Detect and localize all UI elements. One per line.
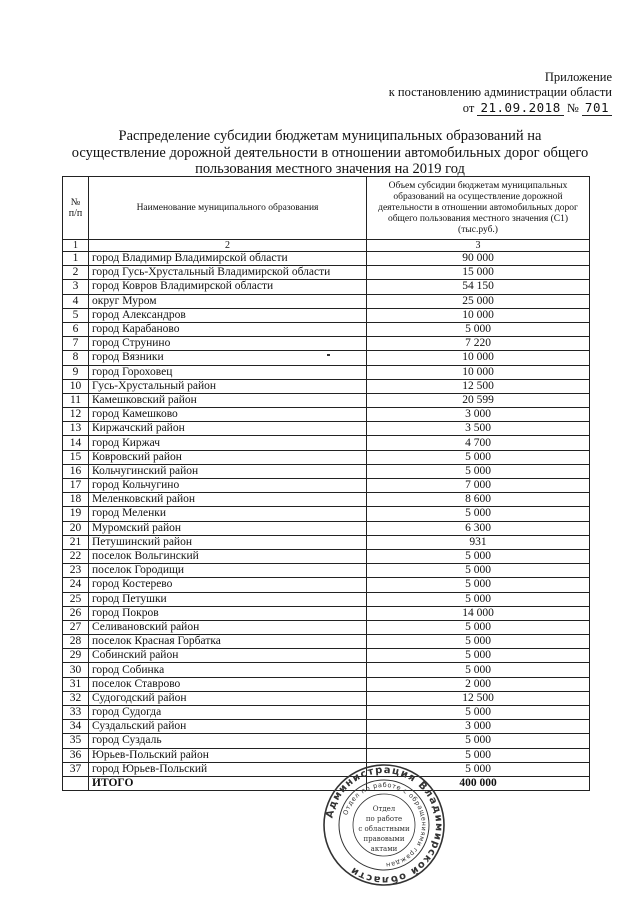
row-number: 2 [63, 266, 89, 280]
official-seal-stamp [322, 763, 446, 887]
municipality-name: город Александров [89, 308, 367, 322]
municipality-name: Муромский район [89, 521, 367, 535]
row-number: 37 [63, 762, 89, 776]
municipality-name: город Вязники [89, 351, 367, 365]
row-number: 8 [63, 351, 89, 365]
row-number: 30 [63, 663, 89, 677]
subsidy-value: 5 000 [367, 507, 590, 521]
svg-text:Администрация Владимирской обл: Администрация Владимирской области [324, 764, 445, 886]
municipality-name: поселок Городищи [89, 564, 367, 578]
subsidy-value: 5 000 [367, 762, 590, 776]
municipality-name: город Струнино [89, 337, 367, 351]
subsidy-value: 5 000 [367, 635, 590, 649]
svg-text:правовыми: правовыми [363, 835, 405, 843]
subsidy-value: 2 000 [367, 677, 590, 691]
column-header-number: № п/п [63, 177, 89, 240]
table-row [63, 322, 590, 336]
subsidy-value: 3 500 [367, 422, 590, 436]
subsidy-value: 14 000 [367, 606, 590, 620]
table-row [63, 479, 590, 493]
table-row [63, 507, 590, 521]
row-number: 9 [63, 365, 89, 379]
table-row [63, 734, 590, 748]
row-number: 10 [63, 379, 89, 393]
subsidy-value: 10 000 [367, 365, 590, 379]
row-number: 25 [63, 592, 89, 606]
total-label: ИТОГО [89, 776, 367, 790]
row-number: 7 [63, 337, 89, 351]
row-number: 19 [63, 507, 89, 521]
table-row [63, 337, 590, 351]
ink-speck [327, 354, 330, 356]
svg-text:актами: актами [370, 845, 398, 853]
table-row [63, 280, 590, 294]
table-row [63, 521, 590, 535]
municipality-name: город Гусь-Хрустальный Владимирской области [89, 266, 367, 280]
row-number: 32 [63, 691, 89, 705]
column-index: 2 [89, 240, 367, 252]
row-number: 29 [63, 649, 89, 663]
row-number: 3 [63, 280, 89, 294]
municipality-name: Киржачский район [89, 422, 367, 436]
row-number: 27 [63, 620, 89, 634]
table-row [63, 663, 590, 677]
row-number: 36 [63, 748, 89, 762]
row-number: 33 [63, 706, 89, 720]
municipality-name: поселок Красная Горбатка [89, 635, 367, 649]
column-index-row [63, 240, 590, 252]
subsidy-value: 5 000 [367, 592, 590, 606]
document-title: Распределение субсидии бюджетам муниципальных образований на осуществление дорожной деятельности в отношении автомобильных дорог общего пользования местного значения на 2019 год [71, 128, 589, 177]
municipality-name: поселок Ставрово [89, 677, 367, 691]
subsidy-value: 12 500 [367, 691, 590, 705]
table-row [63, 549, 590, 563]
municipality-name: Собинский район [89, 649, 367, 663]
subsidy-value: 5 000 [367, 549, 590, 563]
appendix-reference: к постановлению администрации области [388, 85, 612, 99]
subsidy-value: 5 000 [367, 322, 590, 336]
subsidy-value: 5 000 [367, 649, 590, 663]
table-row [63, 620, 590, 634]
row-number: 17 [63, 479, 89, 493]
table-row [63, 422, 590, 436]
subsidy-value: 5 000 [367, 450, 590, 464]
subsidy-value: 15 000 [367, 266, 590, 280]
table-row [63, 308, 590, 322]
table-row [63, 266, 590, 280]
municipality-name: город Судогда [89, 706, 367, 720]
municipality-name: город Костерево [89, 578, 367, 592]
from-prefix: от [462, 101, 475, 115]
subsidy-value: 3 000 [367, 720, 590, 734]
row-number: 23 [63, 564, 89, 578]
municipality-name: город Камешково [89, 408, 367, 422]
row-number: 18 [63, 493, 89, 507]
subsidy-value: 5 000 [367, 564, 590, 578]
column-index: 1 [63, 240, 89, 252]
municipality-name: Кольчугинский район [89, 464, 367, 478]
table-row [63, 635, 590, 649]
subsidy-value: 90 000 [367, 252, 590, 266]
subsidy-value: 931 [367, 535, 590, 549]
svg-text:с областными: с областными [358, 825, 410, 833]
municipality-name: город Суздаль [89, 734, 367, 748]
column-header-value: Объем субсидии бюджетам муниципальных образований на осуществление дорожной деятельности в отношении автомобильных дорог общего пользования местного значения (С1) (тыс.руб.) [367, 177, 590, 240]
decree-date-number [463, 100, 612, 116]
table-row [63, 393, 590, 407]
table-row [63, 578, 590, 592]
municipality-name: город Киржач [89, 436, 367, 450]
table-row [63, 606, 590, 620]
subsidy-value: 3 000 [367, 408, 590, 422]
decree-date: 21.09.2018 [477, 100, 563, 116]
table-row [63, 564, 590, 578]
row-number: 21 [63, 535, 89, 549]
municipality-name: город Юрьев-Польский [89, 762, 367, 776]
table-row [63, 535, 590, 549]
subsidy-table [62, 176, 590, 791]
number-sign: № [566, 101, 579, 115]
municipality-name: город Кольчугино [89, 479, 367, 493]
row-number: 1 [63, 252, 89, 266]
municipality-name: Камешковский район [89, 393, 367, 407]
table-row [63, 294, 590, 308]
row-number: 11 [63, 393, 89, 407]
row-number: 35 [63, 734, 89, 748]
subsidy-value: 10 000 [367, 351, 590, 365]
municipality-name: Юрьев-Польский район [89, 748, 367, 762]
table-row [63, 649, 590, 663]
subsidy-value: 5 000 [367, 748, 590, 762]
row-number: 15 [63, 450, 89, 464]
subsidy-value: 5 000 [367, 663, 590, 677]
row-number: 31 [63, 677, 89, 691]
table-row [63, 706, 590, 720]
subsidy-value: 10 000 [367, 308, 590, 322]
subsidy-value: 7 220 [367, 337, 590, 351]
subsidy-value: 20 599 [367, 393, 590, 407]
municipality-name: поселок Вольгинский [89, 549, 367, 563]
table-row [63, 436, 590, 450]
table-row [63, 450, 590, 464]
municipality-name: город Гороховец [89, 365, 367, 379]
table-row [63, 464, 590, 478]
row-number: 4 [63, 294, 89, 308]
table-row [63, 720, 590, 734]
row-number: 5 [63, 308, 89, 322]
row-number: 16 [63, 464, 89, 478]
municipality-name: Суздальский район [89, 720, 367, 734]
table-row [63, 365, 590, 379]
municipality-name: Меленковский район [89, 493, 367, 507]
row-number: 22 [63, 549, 89, 563]
municipality-name: Ковровский район [89, 450, 367, 464]
row-number: 26 [63, 606, 89, 620]
subsidy-value: 5 000 [367, 578, 590, 592]
row-number: 24 [63, 578, 89, 592]
svg-text:Отдел по работе с обращениями: Отдел по работе с обращениями граждан [341, 780, 429, 870]
subsidy-value: 25 000 [367, 294, 590, 308]
table-row [63, 691, 590, 705]
row-number: 6 [63, 322, 89, 336]
municipality-name: Петушинский район [89, 535, 367, 549]
subsidy-value: 5 000 [367, 706, 590, 720]
subsidy-value: 5 000 [367, 464, 590, 478]
table-row [63, 493, 590, 507]
subsidy-value: 8 600 [367, 493, 590, 507]
row-number: 34 [63, 720, 89, 734]
table-row [63, 592, 590, 606]
municipality-name: округ Муром [89, 294, 367, 308]
municipality-name: город Покров [89, 606, 367, 620]
row-number: 12 [63, 408, 89, 422]
subsidy-value: 5 000 [367, 734, 590, 748]
column-header-name: Наименование муниципального образования [89, 177, 367, 240]
municipality-name: город Карабаново [89, 322, 367, 336]
table-row [63, 379, 590, 393]
municipality-name: город Владимир Владимирской области [89, 252, 367, 266]
table-row [63, 408, 590, 422]
decree-number: 701 [582, 100, 612, 116]
subsidy-value: 6 300 [367, 521, 590, 535]
municipality-name: город Петушки [89, 592, 367, 606]
row-number: 14 [63, 436, 89, 450]
subsidy-value: 12 500 [367, 379, 590, 393]
total-value: 400 000 [367, 776, 590, 790]
subsidy-value: 54 150 [367, 280, 590, 294]
row-number: 20 [63, 521, 89, 535]
municipality-name: Селивановский район [89, 620, 367, 634]
table-row [63, 677, 590, 691]
column-index: 3 [367, 240, 590, 252]
subsidy-value: 4 700 [367, 436, 590, 450]
table-row [63, 252, 590, 266]
row-number: 28 [63, 635, 89, 649]
appendix-label: Приложение [544, 70, 612, 84]
municipality-name: город Ковров Владимирской области [89, 280, 367, 294]
subsidy-value: 5 000 [367, 620, 590, 634]
row-number: 13 [63, 422, 89, 436]
municipality-name: город Собинка [89, 663, 367, 677]
municipality-name: город Меленки [89, 507, 367, 521]
municipality-name: Судогодский район [89, 691, 367, 705]
svg-text:по работе: по работе [365, 815, 403, 823]
svg-text:Отдел: Отдел [372, 805, 396, 813]
table-row [63, 351, 590, 365]
total-number-cell [63, 776, 89, 790]
subsidy-value: 7 000 [367, 479, 590, 493]
table-row [63, 748, 590, 762]
municipality-name: Гусь-Хрустальный район [89, 379, 367, 393]
